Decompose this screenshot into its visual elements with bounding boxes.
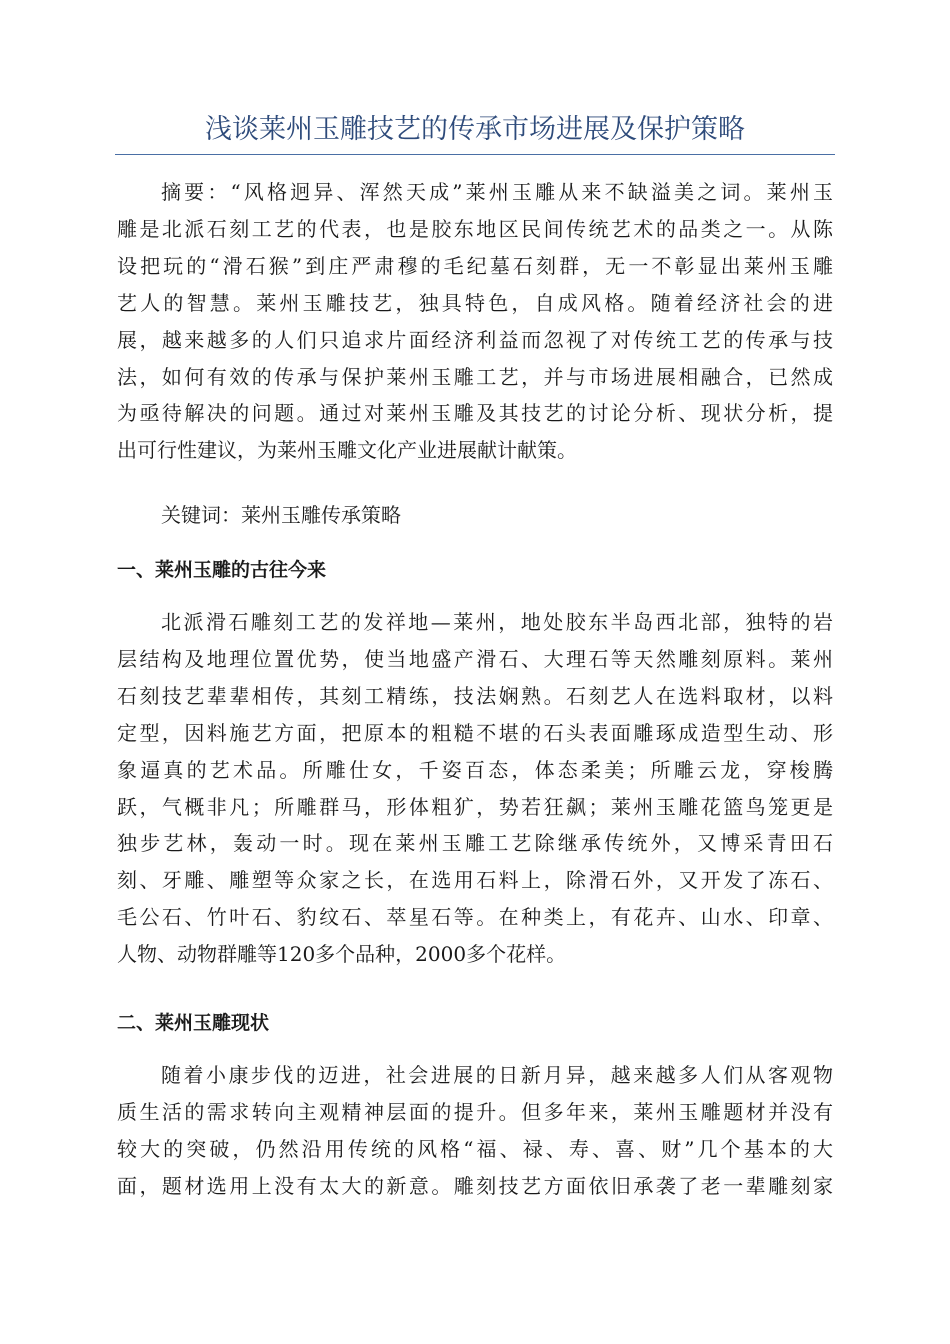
section-heading-history: 一、莱州玉雕的古往今来 [117, 559, 327, 581]
paragraph-line: 象逼真的艺术品。所雕仕女，千姿百态，体态柔美；所雕云龙，穿梭腾 [117, 757, 833, 782]
paragraph-line: 石刻技艺辈辈相传，其刻工精练，技法娴熟。石刻艺人在选料取材，以料 [117, 683, 833, 708]
paragraph-line: 北派滑石雕刻工艺的发祥地—莱州，地处胶东半岛西北部，独特的岩 [161, 610, 833, 634]
keywords-paragraph [117, 497, 833, 534]
paragraph-line: 较大的突破，仍然沿用传统的风格“福、禄、寿、喜、财”几个基本的大 [117, 1136, 833, 1161]
paragraph-line: 独步艺林，轰动一时。现在莱州玉雕工艺除继承传统外，又博采青田石 [117, 831, 833, 856]
paragraph-line: 质生活的需求转向主观精神层面的提升。但多年来，莱州玉雕题材并没有 [117, 1099, 833, 1124]
section-heading-status: 二、莱州玉雕现状 [117, 1012, 270, 1034]
paragraph-line: 跃，气概非凡；所雕群马，形体粗犷，势若狂飙；莱州玉雕花篮鸟笼更是 [117, 794, 833, 819]
paragraph-line: 毛公石、竹叶石、豹纹石、萃星石等。在种类上，有花卉、山水、印章、 [117, 905, 833, 930]
paragraph-line: 人物、动物群雕等120多个品种，2000多个花样。 [117, 942, 567, 967]
paragraph-line: 面，题材选用上没有太大的新意。雕刻技艺方面依旧承袭了老一辈雕刻家 [117, 1173, 833, 1198]
abstract-line: 摘要：“风格迥异、浑然天成”莱州玉雕从来不缺溢美之词。莱州玉 [161, 180, 833, 204]
history-paragraph [117, 604, 833, 973]
abstract-line: 法，如何有效的传承与保护莱州玉雕工艺，并与市场进展相融合，已然成 [117, 364, 833, 389]
status-paragraph [117, 1057, 833, 1205]
abstract-line: 展，越来越多的人们只追求片面经济利益而忽视了对传统工艺的传承与技 [117, 327, 833, 352]
abstract-line: 设把玩的“滑石猴”到庄严肃穆的毛纪墓石刻群，无一不彰显出莱州玉雕 [117, 253, 833, 278]
title-underline [115, 154, 835, 155]
paragraph-line: 随着小康步伐的迈进，社会进展的日新月异，越来越多人们从客观物 [161, 1063, 833, 1087]
abstract-line: 出可行性建议，为莱州玉雕文化产业进展献计献策。 [117, 438, 577, 463]
paragraph-line: 刻、牙雕、雕塑等众家之长，在选用石料上，除滑石外，又开发了冻石、 [117, 868, 833, 893]
abstract-line: 为亟待解决的问题。通过对莱州玉雕及其技艺的讨论分析、现状分析，提 [117, 401, 833, 426]
paragraph-line: 层结构及地理位置优势，使当地盛产滑石、大理石等天然雕刻原料。莱州 [117, 646, 833, 671]
paragraph-line: 定型，因料施艺方面，把原本的粗糙不堪的石头表面雕琢成造型生动、形 [117, 720, 833, 745]
abstract-paragraph [117, 174, 833, 469]
abstract-line: 雕是北派石刻工艺的代表，也是胶东地区民间传统艺术的品类之一。从陈 [117, 216, 833, 241]
abstract-line: 艺人的智慧。莱州玉雕技艺，独具特色，自成风格。随着经济社会的进 [117, 290, 833, 315]
keywords-line: 关键词：莱州玉雕传承策略 [161, 503, 401, 527]
page-title: 浅谈莱州玉雕技艺的传承市场进展及保护策略 [205, 114, 745, 145]
